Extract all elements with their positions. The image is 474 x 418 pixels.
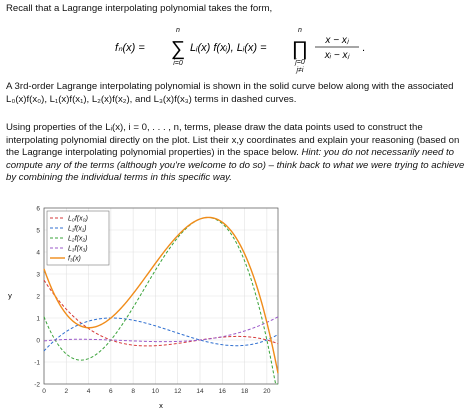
x-tick-label: 0 bbox=[42, 388, 46, 395]
lagrange-formula bbox=[115, 24, 465, 74]
x-tick-label: 12 bbox=[174, 388, 182, 395]
formula-lhs: fₙ(x) = bbox=[115, 42, 145, 54]
x-tick-label: 8 bbox=[131, 388, 135, 395]
series-line-l3 bbox=[44, 317, 278, 342]
y-tick-label: 3 bbox=[36, 271, 40, 279]
instructions-text: Using properties of the Lᵢ(x), i = 0, . . . , n, terms, please draw the data points used to construct the interpolating polynomial directly on the plot. List their x,y coordinates and explain your reasoning (based on the Lagrange interpolating polynomial properties) in the space below. bbox=[6, 122, 460, 159]
y-tick-label: 6 bbox=[36, 205, 40, 213]
y-tick-label: -2 bbox=[34, 381, 40, 389]
x-tick-label: 16 bbox=[218, 388, 226, 395]
y-axis-label: y bbox=[8, 291, 12, 300]
hint-text: Hint: you do not necessarily need to compute any of the terms (although you're welcome to do so) – think back to what we were trying to achieve by combining the individual terms in this specific way. bbox=[6, 147, 465, 184]
description-paragraph: A 3rd-order Lagrange interpolating polynomial is shown in the solid curve below along with the associated L₀(x)f(x₀), L₁(x)f(x₁), L₂(x)f(x₂), and L₃(x)f(x₃) terms in dashed curves. bbox=[6, 81, 454, 105]
x-tick-label: 4 bbox=[86, 388, 91, 395]
x-tick-label: 2 bbox=[64, 388, 69, 395]
x-tick-label: 14 bbox=[196, 388, 204, 395]
sum-upper-limit: n bbox=[176, 27, 180, 34]
instructions-paragraph bbox=[6, 122, 470, 185]
x-tick-label: 20 bbox=[263, 388, 271, 395]
legend-label-l3: L₃f(x₃) bbox=[68, 245, 88, 253]
fraction-denominator: xᵢ − xⱼ bbox=[324, 50, 350, 61]
x-axis-label: x bbox=[159, 401, 163, 410]
legend-label-l0: L₀f(x₀) bbox=[68, 215, 88, 223]
product-symbol-icon: ∏ bbox=[291, 38, 309, 60]
y-tick-label: 1 bbox=[36, 315, 40, 323]
y-tick-label: 4 bbox=[36, 249, 40, 257]
y-tick-label: -1 bbox=[34, 359, 40, 367]
y-tick-label: 5 bbox=[36, 227, 40, 235]
product-upper-limit: n bbox=[298, 27, 302, 34]
legend-label-l1: L₁f(x₁) bbox=[68, 225, 87, 233]
formula-period: . bbox=[362, 42, 366, 54]
lagrange-chart bbox=[0, 198, 474, 413]
legend-label-f3: f₃(x) bbox=[68, 255, 81, 263]
y-tick-label: 0 bbox=[36, 337, 40, 345]
fraction-numerator: x − xⱼ bbox=[325, 35, 349, 46]
y-tick-label: 2 bbox=[36, 293, 40, 301]
series-line-l0 bbox=[44, 280, 278, 346]
legend-label-l2: L₂f(x₂) bbox=[68, 235, 88, 243]
formula-sum-body: Lᵢ(x) f(xᵢ), Lᵢ(x) = bbox=[190, 42, 267, 54]
sum-symbol-icon: ∑ bbox=[170, 38, 186, 60]
series-line-l1 bbox=[44, 318, 278, 351]
chart-container bbox=[0, 198, 474, 413]
x-tick-label: 18 bbox=[240, 388, 249, 395]
x-tick-label: 10 bbox=[151, 388, 160, 395]
product-lower-limit-1: j=0 bbox=[295, 59, 305, 66]
x-tick-label: 6 bbox=[109, 388, 113, 395]
legend bbox=[47, 211, 109, 265]
sum-lower-limit: i=0 bbox=[173, 60, 183, 67]
product-lower-limit-2: j≠i bbox=[296, 67, 304, 74]
intro-text: Recall that a Lagrange interpolating polynomial takes the form, bbox=[6, 3, 273, 14]
